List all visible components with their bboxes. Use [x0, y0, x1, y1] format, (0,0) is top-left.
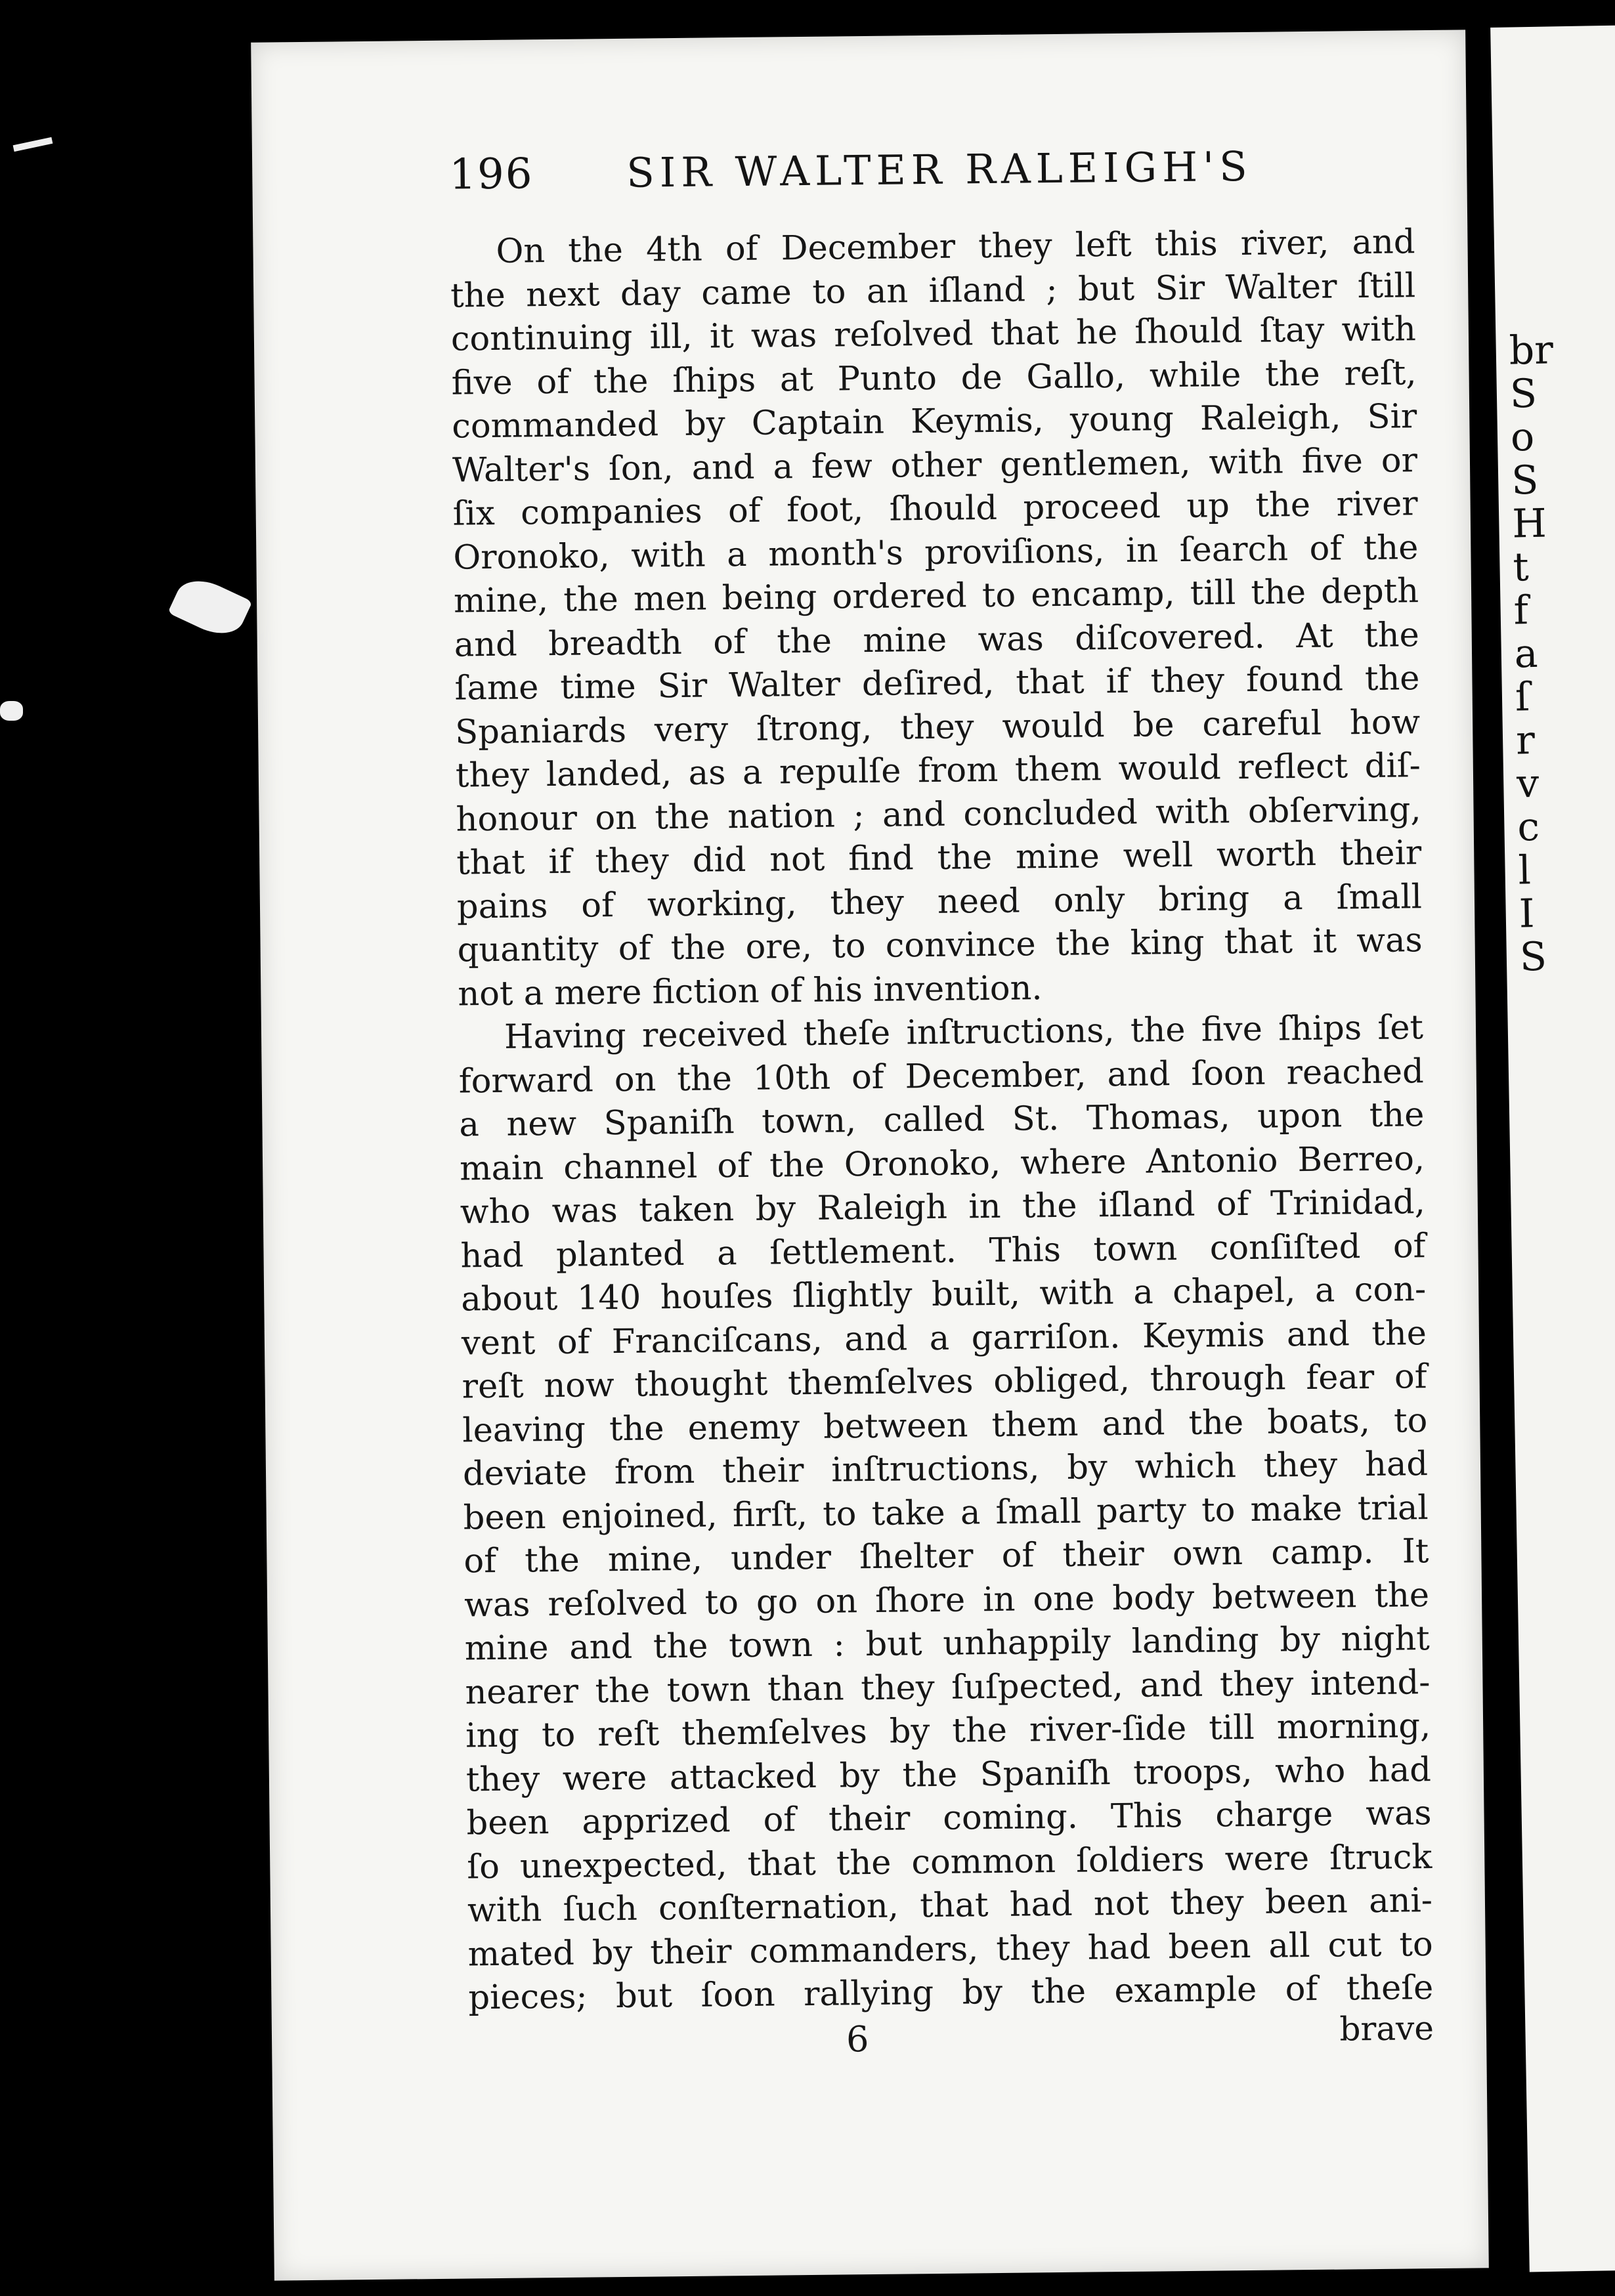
text-line: five of the ſhips at Punto de Gallo, while the reſt, — [451, 353, 1417, 403]
text-line: leaving the enemy between them and the boats, to — [462, 1401, 1428, 1451]
body-text — [450, 221, 1433, 2020]
text-line: had planted a ſettlement. This town conſiſted of — [460, 1226, 1426, 1276]
text-line: continuing ill, it was reſolved that he ſhould ſtay with — [450, 310, 1417, 359]
text-line: a new Spaniſh town, called St. Thomas, upon the — [459, 1095, 1425, 1145]
page-number: 196 — [448, 150, 534, 200]
text-line: On the 4th of December they left this river, and — [496, 223, 1415, 271]
text-line: mine, the men being ordered to encamp, till the depth — [453, 572, 1419, 621]
text-line: reſt now thought themſelves obliged, through fear of — [462, 1357, 1427, 1407]
text-line: nearer the town than they ſuſpected, and they intend- — [465, 1663, 1431, 1712]
text-line: of the mine, under ſhelter of their own camp. It — [463, 1532, 1429, 1581]
book-page — [251, 30, 1489, 2280]
text-line: quantity of the ore, to convince the king that it was — [457, 921, 1423, 970]
text-line: pieces; but ſoon rallying by the example of theſe — [468, 1968, 1434, 2018]
text-line: Having received theſe inſtructions, the five ſhips ſet — [504, 1008, 1424, 1057]
facing-page-edge-text: br S o S H t f a ſ r v c l I S — [1509, 327, 1554, 981]
text-line: Oronoko, with a month's proviſions, in ſearch of the — [453, 528, 1419, 578]
text-line: not a mere fiction of his invention. — [458, 968, 1043, 1014]
running-title: SIR WALTER RALEIGH'S — [626, 142, 1253, 197]
text-line: mated by their commanders, they had been all cut to — [467, 1924, 1433, 1974]
text-line: vent of Franciſcans, and a garriſon. Keymis and the — [461, 1313, 1427, 1363]
text-line: they landed, as a repulſe from them would reflect diſ- — [455, 746, 1421, 796]
binding-mark — [0, 701, 23, 721]
text-line: the next day came to an iſland ; but Sir Walter ſtill — [450, 266, 1416, 316]
text-line: mine and the town : but unhappily landing by night — [464, 1619, 1431, 1669]
text-line: with ſuch conſternation, that had not they been ani- — [467, 1881, 1433, 1930]
text-line: main channel of the Oronoko, where Antonio Berreo, — [459, 1139, 1425, 1189]
binding-mark — [13, 137, 53, 152]
page-header — [449, 140, 1461, 217]
text-line: they were attacked by the Spaniſh troops, who had — [465, 1750, 1432, 1799]
text-line: pains of working, they need only bring a ſmall — [456, 877, 1423, 927]
text-line: forward on the 10th of December, and ſoon reached — [458, 1052, 1425, 1101]
text-line: about 140 houſes ſlightly built, with a chapel, a con- — [460, 1270, 1427, 1319]
catchword: brave — [1339, 2009, 1434, 2049]
text-line: ſo unexpected, that the common ſoldiers were ſtruck — [467, 1837, 1432, 1886]
text-line: and breadth of the mine was diſcovered. At the — [454, 615, 1420, 665]
text-line: Spaniards very ſtrong, they would be careful how — [454, 702, 1421, 752]
text-line: was reſolved to go on ſhore in one body between the — [463, 1575, 1430, 1625]
text-line: that if they did not find the mine well worth their — [456, 834, 1422, 883]
signature-mark: 6 — [846, 2018, 869, 2060]
text-line: commanded by Captain Keymis, young Raleigh, Sir — [452, 397, 1417, 446]
text-line: Walter's ſon, and a few other gentlemen, with five or — [452, 440, 1418, 490]
binding-mark — [167, 571, 252, 643]
text-line: been enjoined, firſt, to take a ſmall party to make trial — [463, 1488, 1429, 1538]
text-line: deviate from their inſtructions, by which they had — [462, 1445, 1429, 1494]
text-line: honour on the nation ; and concluded with obſerving, — [456, 790, 1421, 840]
text-line: ſame time Sir Walter deſired, that if they found the — [454, 659, 1420, 708]
text-line: ing to reſt themſelves by the river-ſide till morning, — [465, 1707, 1431, 1756]
text-line: ſix companies of foot, ſhould proceed up the river — [452, 484, 1418, 534]
text-line: been apprized of their coming. This charge was — [466, 1794, 1432, 1843]
text-line: who was taken by Raleigh in the iſland of Trinidad, — [460, 1183, 1426, 1232]
page-footer — [469, 2009, 1434, 2075]
